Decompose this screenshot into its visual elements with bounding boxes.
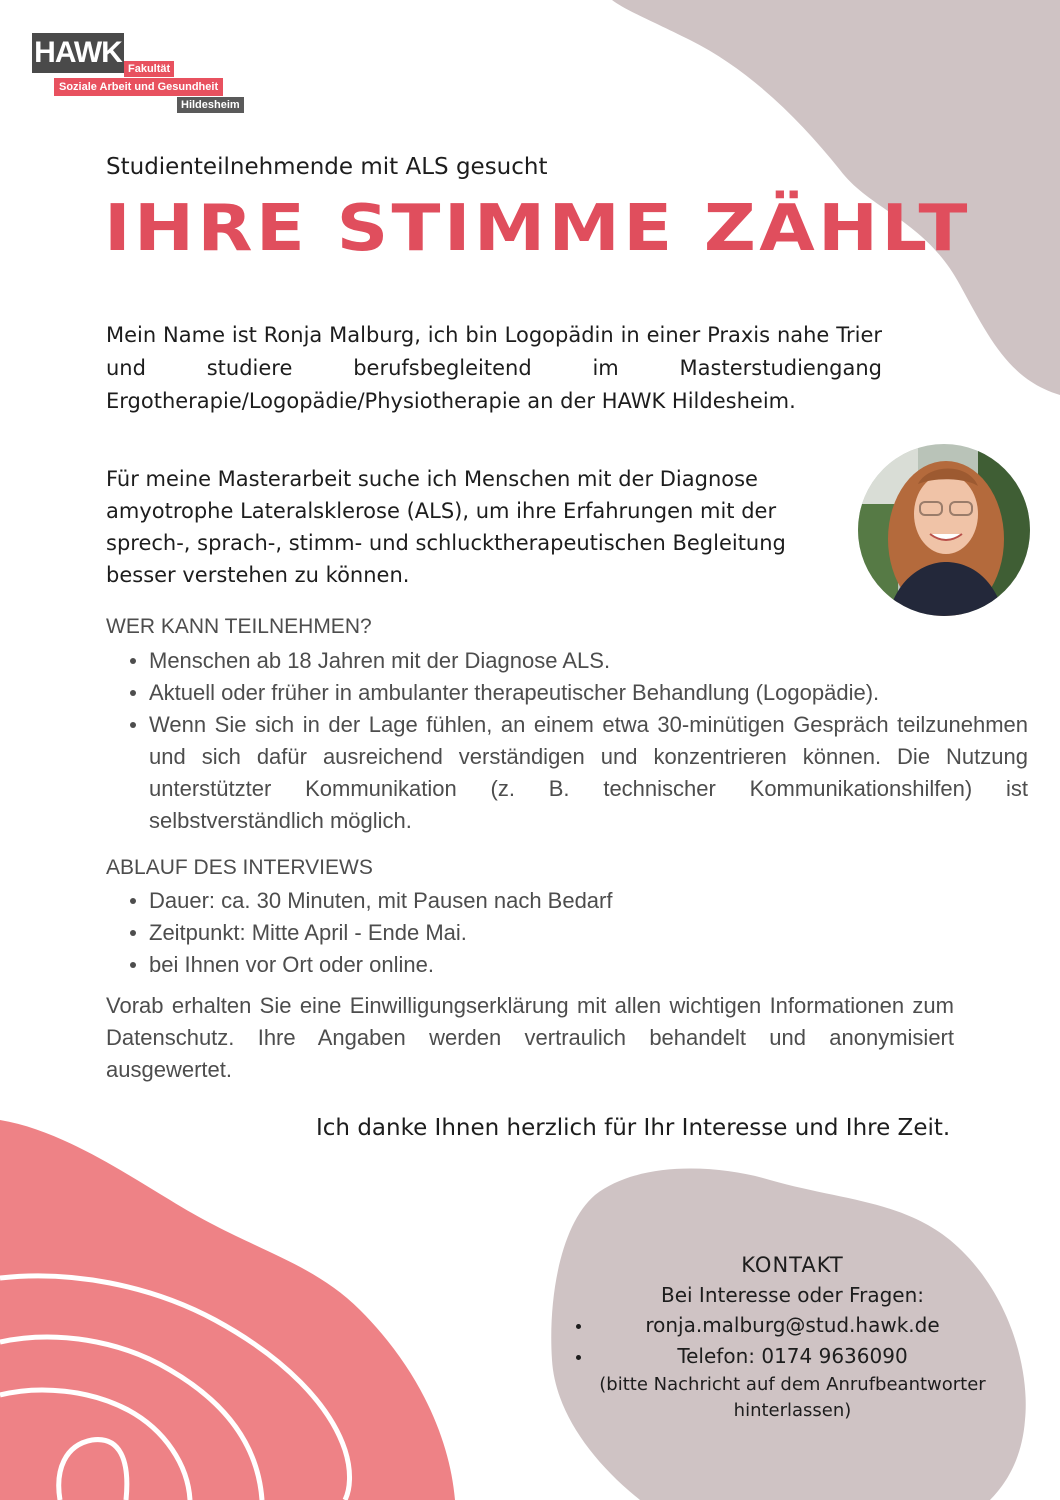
logo-location: Hildesheim <box>177 97 244 113</box>
who-title: WER KANN TEILNEHMEN? <box>106 615 372 638</box>
portrait-photo <box>858 444 1030 616</box>
intro-paragraph: Mein Name ist Ronja Malburg, ich bin Logopädin in einer Praxis nahe Trier und studiere berufsbegleitend im Masterstudiengang Ergotherapie/Logopädie/Physiotherapie an der HAWK Hildesheim. <box>106 323 882 413</box>
contact-email-row <box>560 1310 1025 1341</box>
contact-phone[interactable]: Telefon: 0174 9636090 <box>677 1344 908 1368</box>
interview-title: ABLAUF DES INTERVIEWS <box>106 856 373 879</box>
list-item: Zeitpunkt: Mitte April - Ende Mai. <box>106 917 1006 949</box>
contact-note: (bitte Nachricht auf dem Anrufbeantworter hinterlassen) <box>599 1374 986 1421</box>
list-item: Aktuell oder früher in ambulanter therapeutischer Behandlung (Logopädie). <box>106 677 1028 709</box>
bullet-icon <box>576 1324 581 1329</box>
contact-subtitle: Bei Interesse oder Fragen: <box>660 1283 924 1307</box>
interview-list <box>106 885 1006 981</box>
contact-phone-row <box>560 1341 1025 1372</box>
list-item: Wenn Sie sich in der Lage fühlen, an einem etwa 30-minütigen Gespräch teilzunehmen und sich dafür ausreichend verständigen und konzentrieren können. Die Nutzung unterstützter Kommunikation (z. B. technischer Kommunikationshilfen) ist selbstverständlich möglich. <box>106 709 1028 837</box>
contact-box <box>560 1250 1025 1424</box>
contact-title: KONTAKT <box>741 1253 844 1277</box>
privacy-paragraph: Vorab erhalten Sie eine Einwilligungserklärung mit allen wichtigen Informationen zum Datenschutz. Ihre Angaben werden vertraulich behandelt und anonymisiert ausgewertet. <box>106 993 954 1082</box>
contact-email[interactable]: ronja.malburg@stud.hawk.de <box>645 1313 940 1337</box>
page-title: IHRE STIMME ZÄHLT <box>104 192 971 266</box>
logo-faculty: Fakultät <box>124 61 174 77</box>
logo-main: HAWK <box>32 33 124 73</box>
bullet-icon <box>576 1355 581 1360</box>
list-item: Menschen ab 18 Jahren mit der Diagnose ALS. <box>106 645 1028 677</box>
page-subtitle: Studienteilnehmende mit ALS gesucht <box>106 154 548 180</box>
list-item: Dauer: ca. 30 Minuten, mit Pausen nach Bedarf <box>106 885 1006 917</box>
purpose-paragraph: Für meine Masterarbeit suche ich Menschen mit der Diagnose amyotrophe Lateralsklerose (ALS), um ihre Erfahrungen mit der sprech-, sprach-, stimm- und schlucktherapeutischen Begleitung besser verstehen zu können. <box>106 467 786 587</box>
who-list <box>106 645 1028 837</box>
bottom-left-blob <box>0 1120 455 1500</box>
thanks-text: Ich danke Ihnen herzlich für Ihr Interesse und Ihre Zeit. <box>316 1115 951 1141</box>
hawk-logo <box>32 33 247 115</box>
logo-department: Soziale Arbeit und Gesundheit <box>54 78 223 96</box>
list-item: bei Ihnen vor Ort oder online. <box>106 949 1006 981</box>
